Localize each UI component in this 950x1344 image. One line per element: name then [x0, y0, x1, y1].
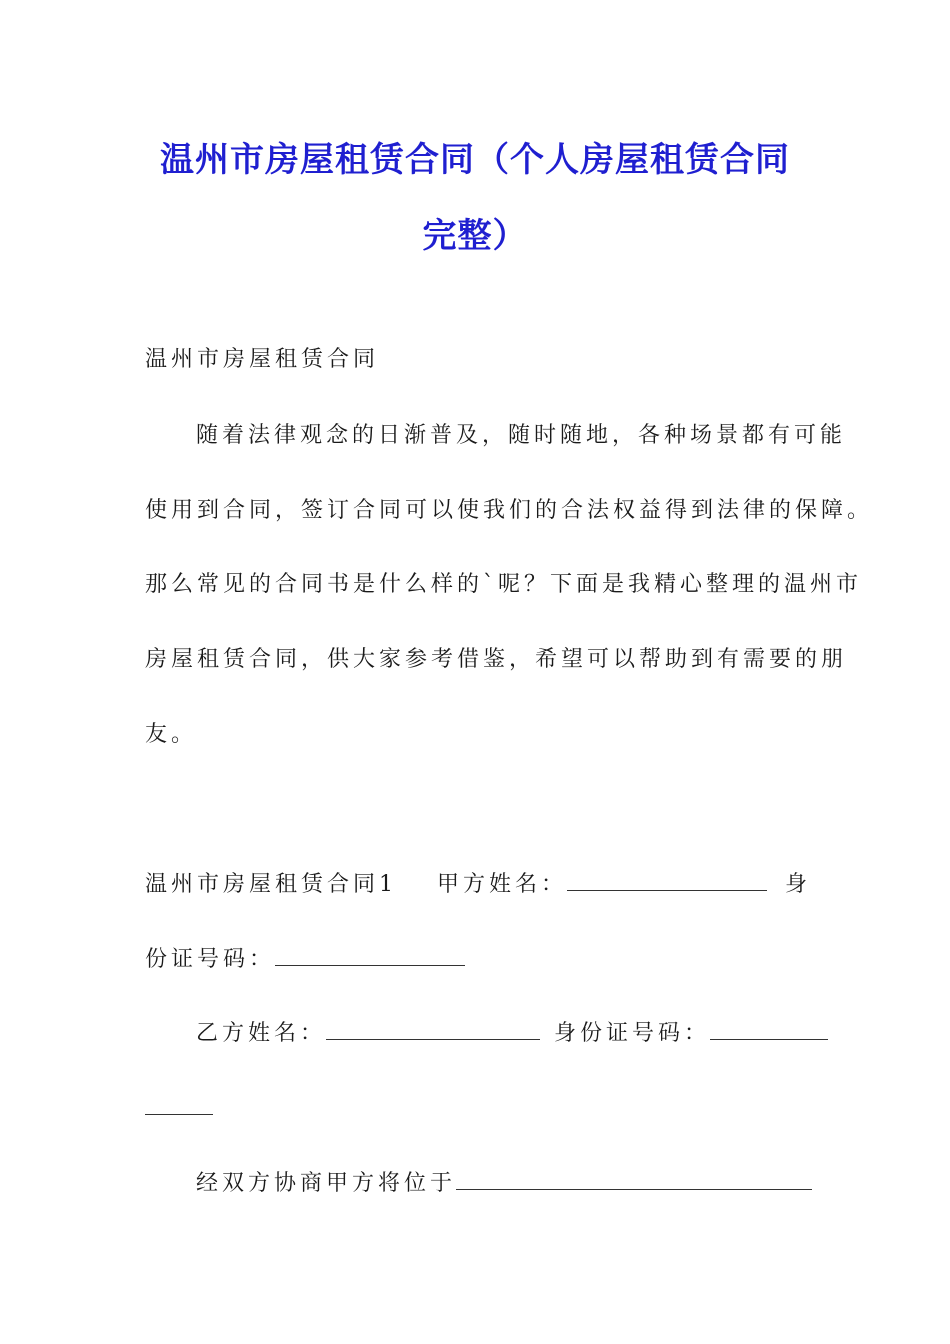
contract-1-heading: 温州市房屋租赁合同1	[145, 872, 397, 897]
agreement-line	[196, 1167, 812, 1199]
intro-paragraph-line-3: 那么常见的合同书是什么样的`呢？下面是我精心整理的温州市	[145, 572, 863, 597]
document-title-line-2: 完整）	[422, 216, 528, 256]
party-b-id-label: 身份证号码：	[554, 1021, 711, 1046]
party-b-id-blank-continued[interactable]	[145, 1092, 213, 1115]
party-a-name-blank[interactable]	[567, 868, 767, 891]
property-location-blank[interactable]	[456, 1167, 812, 1190]
intro-paragraph-line-5: 友。	[145, 722, 198, 747]
party-a-id-label: 份证号码：	[145, 947, 276, 972]
document-title-line-1: 温州市房屋租赁合同（个人房屋租赁合同	[160, 140, 790, 180]
party-a-name-label: 甲方姓名：	[437, 872, 568, 897]
contract-1-party-a-line	[145, 868, 811, 900]
party-a-id-blank[interactable]	[275, 943, 465, 966]
party-b-id-blank[interactable]	[710, 1017, 828, 1040]
party-b-line	[196, 1017, 828, 1049]
agreement-prefix: 经双方协商甲方将位于	[196, 1171, 457, 1196]
party-a-id-line	[145, 943, 465, 975]
party-a-id-label-start: 身	[785, 872, 812, 897]
intro-paragraph-line-2: 使用到合同，签订合同可以使我们的合法权益得到法律的保障。	[145, 498, 874, 523]
intro-paragraph-line-1: 随着法律观念的日渐普及，随时随地，各种场景都有可能	[196, 423, 847, 448]
party-b-id-continuation	[145, 1092, 213, 1124]
party-b-name-blank[interactable]	[326, 1017, 540, 1040]
intro-paragraph-line-4: 房屋租赁合同，供大家参考借鉴，希望可以帮助到有需要的朋	[145, 647, 848, 672]
contract-subtitle: 温州市房屋租赁合同	[145, 347, 380, 372]
party-b-name-label: 乙方姓名：	[196, 1021, 327, 1046]
